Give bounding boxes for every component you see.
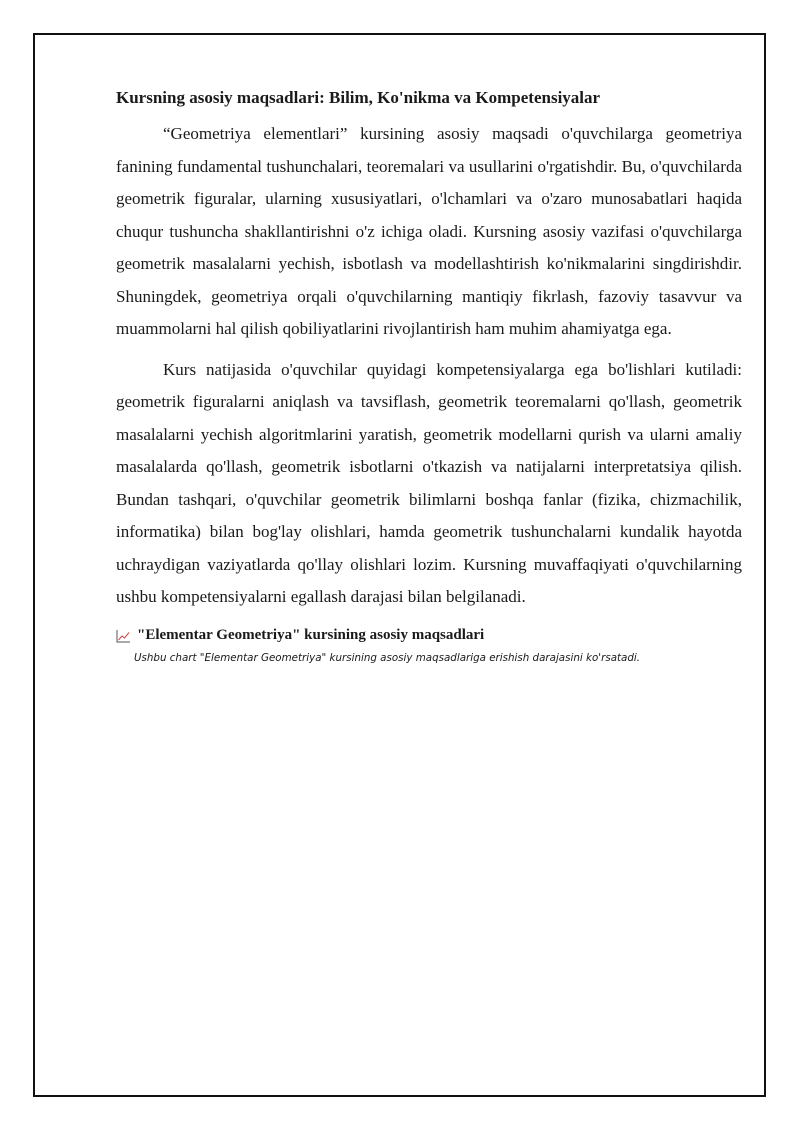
- chart-caption: Ushbu chart "Elementar Geometriya" kursining asosiy maqsadlariga erishish darajasini ko'rsatadi.: [134, 651, 641, 664]
- section-heading: Kursning asosiy maqsadlari: Bilim, Ko'nikma va Kompetensiyalar: [116, 88, 601, 107]
- document-body: [116, 86, 742, 666]
- paragraph-goals: “Geometriya elementlari” kursining asosiy maqsadi o'quvchilarga geometriya fanining fundamental tushunchalari, teoremalari va usullarini o'rgatishdir. Bu, o'quvchilarda geometrik figuralar, ularning xususiyatlari, o'lchamlari va o'zaro munosabatlari haqida chuqur tushuncha shakllantirishni o'z ichiga oladi. Kursning asosiy vazifasi o'quvchilarga geometrik masalalarni yechish, isbotlash va modellashtirish ko'nikmalarini singdirishdir. Shuningdek, geometriya orqali o'quvchilarning mantiqiy fikrlash, fazoviy tasavvur va muammolarni hal qilish qobiliyatlarini rivojlantirish ham muhim ahamiyatga ega.: [116, 124, 742, 338]
- line-chart-icon: [116, 628, 131, 642]
- chart-heading: [116, 624, 742, 646]
- chart-title: "Elementar Geometriya" kursining asosiy maqsadlari: [137, 626, 485, 643]
- paragraph-competencies: Kurs natijasida o'quvchilar quyidagi kompetensiyalarga ega bo'lishlari kutiladi: geometrik figuralarni aniqlash va tavsiflash, geometrik teoremalarni qo'llash, geometrik masalalarni yechish algoritmlarini yaratish, geometrik modellarni qurish va ularni amaliy masalalarda qo'llash, geometrik isbotlarni o'tkazish va natijalarni interpretatsiya qilish. Bundan tashqari, o'quvchilar geometrik bilimlarni boshqa fanlar (fizika, chizmachilik, informatika) bilan bog'lay olishlari, hamda geometrik tushunchalarni kundalik hayotda uchraydigan vaziyatlarda qo'llay olishlari lozim. Kursning muvaffaqiyati o'quvchilarning ushbu kompetensiyalarni egallash darajasi bilan belgilanadi.: [116, 359, 742, 606]
